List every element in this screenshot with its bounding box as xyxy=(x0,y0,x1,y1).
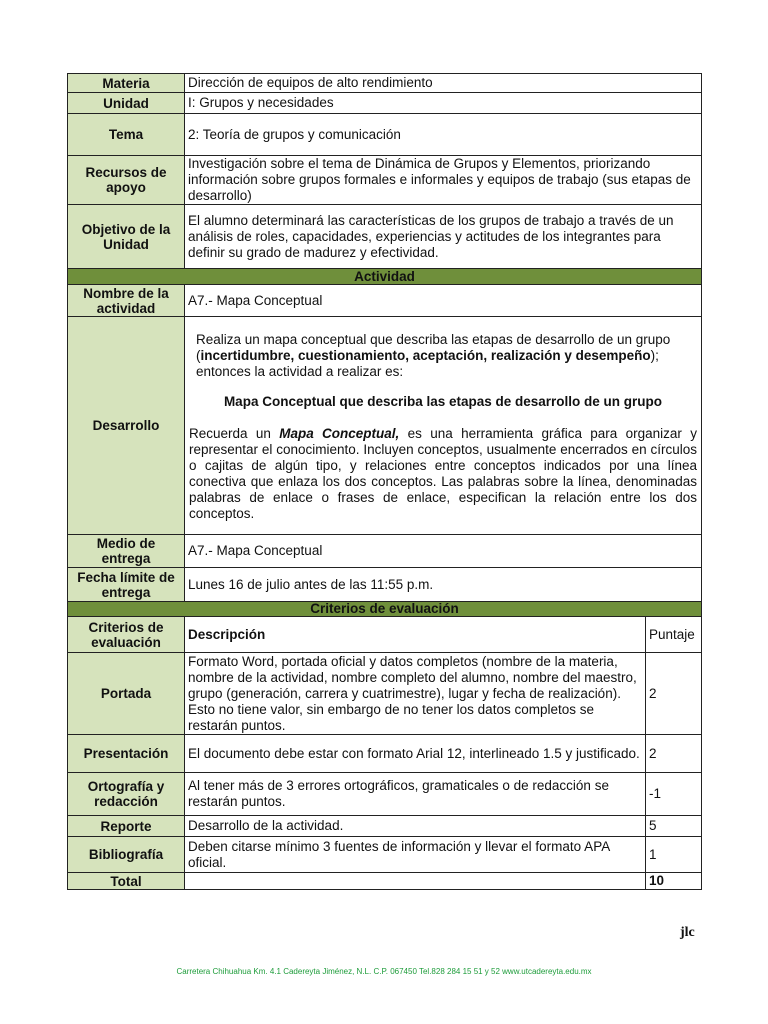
desarrollo-title: Mapa Conceptual que describa las etapas de desarrollo de un grupo xyxy=(223,393,663,409)
fecha-label: Fecha límite de entrega xyxy=(68,568,185,602)
criterio-score: -1 xyxy=(646,773,702,816)
criterio-label: Bibliografía xyxy=(68,837,185,873)
materia-label: Materia xyxy=(68,74,185,93)
total-label: Total xyxy=(68,873,185,890)
def-term: Mapa Conceptual, xyxy=(279,425,400,441)
author-initials: jlc xyxy=(680,925,695,940)
desarrollo-label: Desarrollo xyxy=(68,317,185,535)
total-empty xyxy=(185,873,646,890)
def-rest: es una herramienta gráfica para organizar y representar el conocimiento. Incluyen conceptos, usualmente encerrados en círculos o cajitas de algún tipo, y relaciones entre conceptos indicados por una línea conectiva que enlaza los dos conceptos. Las palabras sobre la línea, denominadas palabras de enlace o frases de enlace, especifican la relación entre los dos conceptos. xyxy=(189,425,697,521)
row-materia xyxy=(68,74,702,93)
desarrollo-content xyxy=(185,317,702,535)
row-unidad xyxy=(68,93,702,114)
row-total xyxy=(68,873,702,890)
criterio-row xyxy=(68,816,702,837)
desarrollo-definition xyxy=(189,426,697,522)
criterio-desc: Deben citarse mínimo 3 fuentes de información y llevar el formato APA oficial. xyxy=(185,837,646,873)
criterio-row xyxy=(68,735,702,773)
actividad-header: Actividad xyxy=(68,269,702,285)
row-tema xyxy=(68,114,702,156)
recursos-value: Investigación sobre el tema de Dinámica de Grupos y Elementos, priorizando información sobre grupos formales e informales y equipos de trabajo (sus etapas de desarrollo) xyxy=(185,156,702,205)
intro-start: Realiza un mapa conceptual que describa las etapas de desarrollo de un grupo ( xyxy=(196,331,671,363)
col-criterios: Criterios de evaluación xyxy=(68,617,185,653)
fecha-value: Lunes 16 de julio antes de las 11:55 p.m. xyxy=(185,568,702,602)
criterios-header-row xyxy=(68,617,702,653)
nombre-value: A7.- Mapa Conceptual xyxy=(185,285,702,317)
row-desarrollo xyxy=(68,317,702,535)
criterios-header: Criterios de evaluación xyxy=(68,602,702,617)
def-start: Recuerda un xyxy=(189,425,280,441)
row-fecha xyxy=(68,568,702,602)
criterio-label: Reporte xyxy=(68,816,185,837)
nombre-label: Nombre de la actividad xyxy=(68,285,185,317)
criterio-label: Portada xyxy=(68,653,185,735)
col-puntaje: Puntaje xyxy=(646,617,702,653)
criterio-score: 5 xyxy=(646,816,702,837)
tema-label: Tema xyxy=(68,114,185,156)
materia-value: Dirección de equipos de alto rendimiento xyxy=(185,74,702,93)
activity-table xyxy=(67,73,702,890)
section-actividad xyxy=(68,269,702,285)
recursos-label: Recursos de apoyo xyxy=(68,156,185,205)
medio-label: Medio de entrega xyxy=(68,535,185,568)
criterio-desc: Desarrollo de la actividad. xyxy=(185,816,646,837)
criterio-row xyxy=(68,653,702,735)
total-value: 10 xyxy=(646,873,702,890)
row-nombre xyxy=(68,285,702,317)
criterio-score: 1 xyxy=(646,837,702,873)
row-medio xyxy=(68,535,702,568)
criterio-row xyxy=(68,773,702,816)
medio-value: A7.- Mapa Conceptual xyxy=(185,535,702,568)
intro-end: ); entonces la actividad a realizar es: xyxy=(196,347,659,379)
intro-stages: incertidumbre, cuestionamiento, aceptación, realización y desempeño xyxy=(200,347,651,363)
footer-address: Carretera Chihuahua Km. 4.1 Cadereyta Jiménez, N.L. C.P. 067450 Tel.828 284 15 51 y 52 www.utcadereyta.edu.mx xyxy=(176,967,592,976)
unidad-value: I: Grupos y necesidades xyxy=(185,93,702,114)
row-recursos xyxy=(68,156,702,205)
objetivo-label: Objetivo de la Unidad xyxy=(68,205,185,269)
criterio-label: Ortografía y redacción xyxy=(68,773,185,816)
criterio-score: 2 xyxy=(646,735,702,773)
criterio-desc: El documento debe estar con formato Arial 12, interlineado 1.5 y justificado. xyxy=(185,735,646,773)
criterio-score: 2 xyxy=(646,653,702,735)
col-descripcion: Descripción xyxy=(185,617,646,653)
criterio-label: Presentación xyxy=(68,735,185,773)
criterio-desc: Formato Word, portada oficial y datos completos (nombre de la materia, nombre de la actividad, nombre completo del alumno, nombre del maestro, grupo (generación, carrera y cuatrimestre), lugar y fecha de realización). Esto no tiene valor, sin embargo de no tener los datos completos se restarán puntos. xyxy=(185,653,646,735)
row-objetivo xyxy=(68,205,702,269)
criterio-desc: Al tener más de 3 errores ortográficos, gramaticales o de redacción se restarán puntos. xyxy=(185,773,646,816)
objetivo-value: El alumno determinará las características de los grupos de trabajo a través de un análisis de roles, capacidades, experiencias y actitudes de los integrantes para definir su grado de madurez y efectividad. xyxy=(185,205,702,269)
tema-value: 2: Teoría de grupos y comunicación xyxy=(185,114,702,156)
desarrollo-intro xyxy=(189,332,697,380)
section-criterios xyxy=(68,602,702,617)
criterio-row xyxy=(68,837,702,873)
unidad-label: Unidad xyxy=(68,93,185,114)
